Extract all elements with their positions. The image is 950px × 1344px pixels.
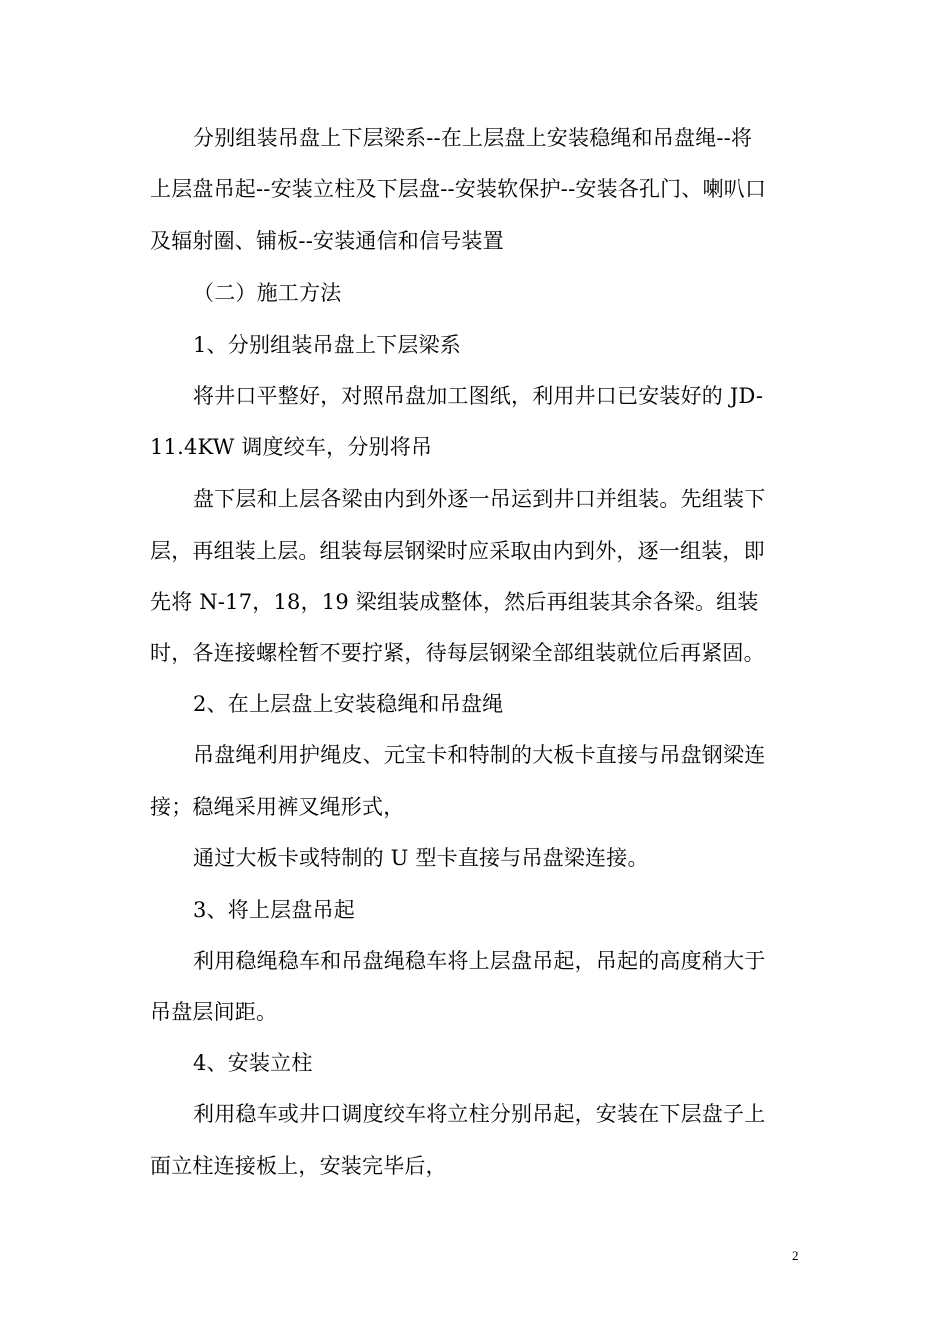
text-line: 吊盘绳利用护绳皮、元宝卡和特制的大板卡直接与吊盘钢梁连: [193, 743, 766, 767]
text-line: 先将 N-17，18，19 梁组装成整体，然后再组装其余各梁。组装: [150, 590, 759, 614]
text-line: 上层盘吊起--安装立柱及下层盘--安装软保护--安装各孔门、喇叭口: [150, 177, 767, 201]
text-line: 分别组装吊盘上下层梁系--在上层盘上安装稳绳和吊盘绳--将: [193, 126, 753, 150]
text-line: 盘下层和上层各梁由内到外逐一吊运到井口并组装。先组装下: [193, 487, 766, 511]
text-line: 11.4KW 调度绞车，分别将吊: [150, 435, 433, 459]
subsection-heading: 3、将上层盘吊起: [193, 898, 355, 922]
text-line: 接；稳绳采用裤叉绳形式，: [150, 795, 405, 819]
text-line: 吊盘层间距。: [150, 1000, 278, 1024]
text-line: 通过大板卡或特制的 U 型卡直接与吊盘梁连接。: [193, 846, 649, 870]
text-line: 时，各连接螺栓暂不要拧紧，待每层钢梁全部组装就位后再紧固。: [150, 641, 765, 665]
text-line: 利用稳车或井口调度绞车将立柱分别吊起，安装在下层盘子上: [193, 1102, 766, 1126]
text-line: 及辐射圈、铺板--安装通信和信号装置: [150, 229, 504, 253]
text-line: 将井口平整好，对照吊盘加工图纸，利用井口已安装好的 JD-: [193, 384, 764, 408]
subsection-heading: 4、安装立柱: [193, 1051, 313, 1075]
section-heading: （二）施工方法: [193, 281, 342, 305]
subsection-heading: 1、分别组装吊盘上下层梁系: [193, 333, 461, 357]
text-line: 面立柱连接板上，安装完毕后，: [150, 1154, 447, 1178]
text-line: 利用稳绳稳车和吊盘绳稳车将上层盘吊起，吊起的高度稍大于: [193, 949, 766, 973]
subsection-heading: 2、在上层盘上安装稳绳和吊盘绳: [193, 692, 504, 716]
page-number: 2: [792, 1248, 799, 1263]
text-line: 层，再组装上层。组装每层钢梁时应采取由内到外，逐一组装，即: [150, 539, 765, 563]
